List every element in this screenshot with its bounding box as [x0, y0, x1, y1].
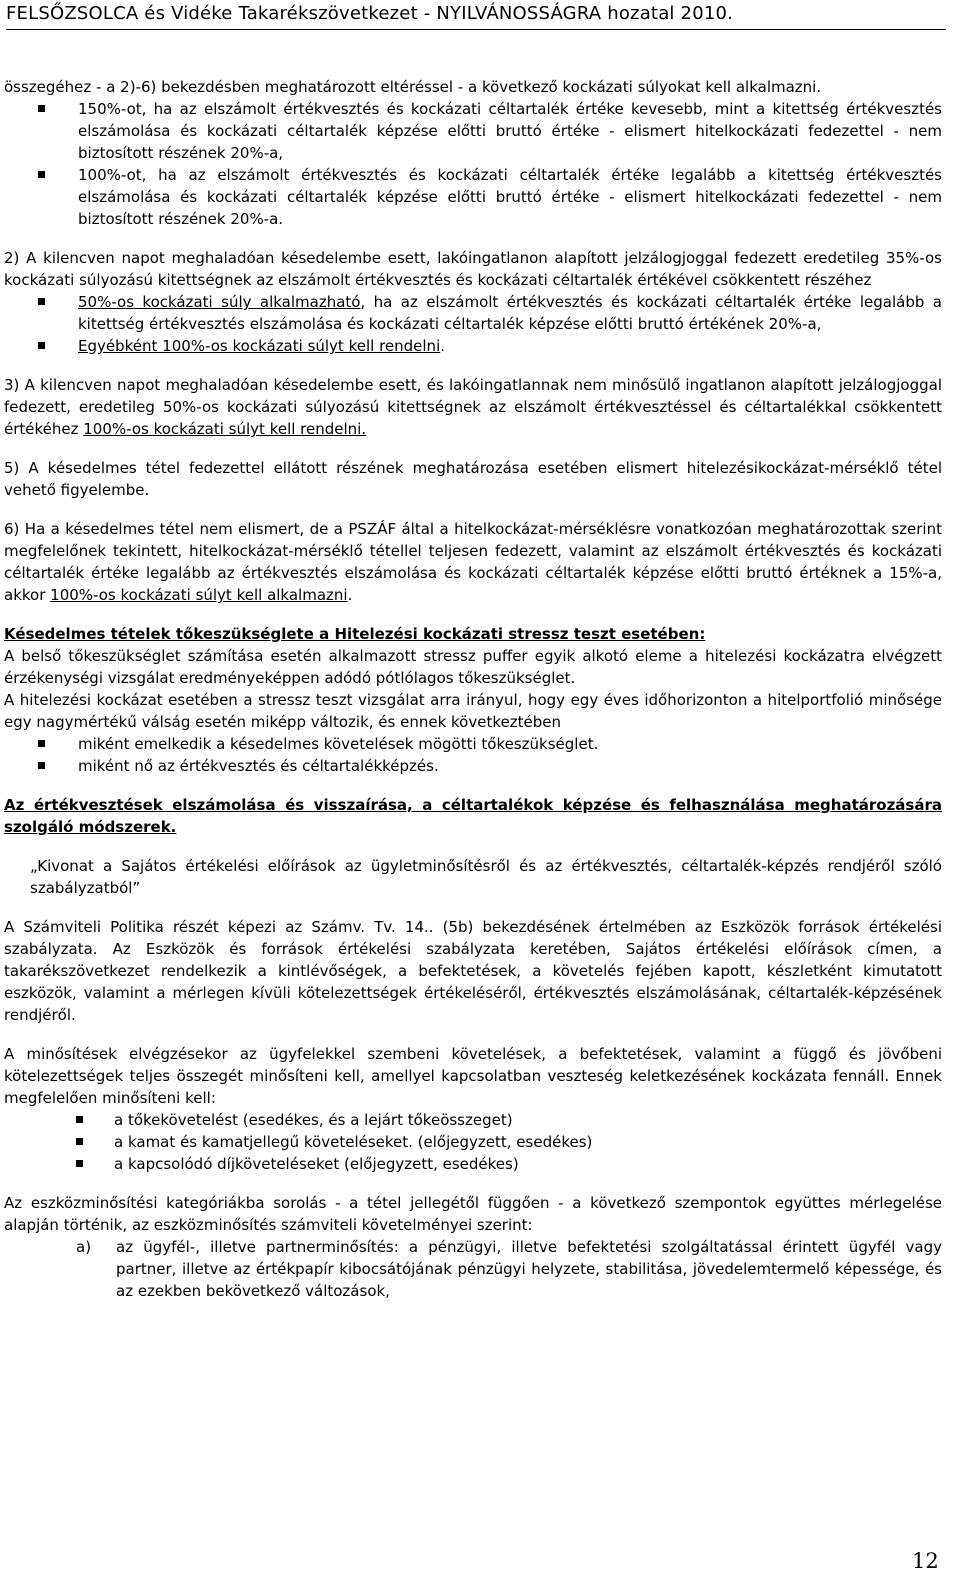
- section1-intro: összegéhez - a 2)-6) bekezdésben meghatározott eltéréssel - a következő kockázati súlyokat kell alkalmazni.: [4, 78, 822, 96]
- methods-alpha-list: [4, 1236, 942, 1302]
- section6-paragraph: [4, 518, 942, 606]
- methods-bullet-text: a kamat és kamatjellegű követeléseket. (előjegyzett, esedékes): [114, 1133, 593, 1151]
- section2-bullet2-rest: .: [440, 337, 446, 355]
- bullet-square-icon: [38, 298, 45, 305]
- bullet-square-icon: [76, 1116, 83, 1123]
- section1-bullet-text: 150%-ot, ha az elszámolt értékvesztés és kockázati céltartalék értéke kevesebb, mint a kitettség értékvesztés elszámolása és kockázati céltartalék képzése előtti bruttó értéke - elismert hitelkockázati fedezettel - nem biztosított részének 20%-a,: [78, 100, 942, 162]
- list-item: [4, 98, 942, 164]
- section2-bullet1-rest: , ha az elszámolt értékvesztés és kockázati céltartalék értéke legalább a kitettség értékvesztés elszámolása és kockázati céltartalék képzése előtti bruttó értékének 20%-a,: [78, 293, 942, 333]
- section6-end: .: [347, 586, 353, 604]
- list-item: [4, 755, 942, 777]
- methods-bullet-text: a kapcsolódó díjköveteléseket (előjegyzett, esedékes): [114, 1155, 519, 1173]
- bullet-square-icon: [38, 762, 45, 769]
- bullet-square-icon: [38, 171, 45, 178]
- methods-paragraph-2: A minősítések elvégzésekor az ügyfelekkel szembeni követelések, a befektetések, valamint a függő és jövőbeni kötelezettségek teljes összegét minősíteni kell, amellyel kapcsolatban veszteség keletkezésének kockázata fennáll. Ennek megfelelően minősíteni kell:: [4, 1045, 942, 1107]
- stress-bullet-text: miként emelkedik a késedelmes követelések mögötti tőkeszükséglet.: [78, 735, 599, 753]
- document-body: [4, 76, 942, 1302]
- list-item-label: a): [76, 1238, 92, 1256]
- section1-bullet-text: 100%-ot, ha az elszámolt értékvesztés és kockázati céltartalék értéke legalább a kitettség értékvesztés elszámolása és kockázati céltartalék képzése előtti bruttó értéke - elismert hitelkockázati fedezettel - nem biztosított részének 20%-a.: [78, 166, 942, 228]
- section5-text: 5) A késedelmes tétel fedezettel ellátott részének meghatározása esetében elismert hitelezésikockázat-mérséklő tétel vehető figyelembe.: [4, 459, 942, 499]
- bullet-square-icon: [38, 740, 45, 747]
- list-item: [4, 164, 942, 230]
- list-item: [4, 291, 942, 335]
- stress-paragraph-1: A belső tőkeszükséglet számítása esetén alkalmazott stressz puffer egyik alkotó eleme a hitelezési kockázatra elvégzett érzékenységi vizsgálat eredményeképpen adódó pótlólagos tőkeszükséglet.: [4, 647, 942, 687]
- bullet-square-icon: [38, 342, 45, 349]
- section6-text: 6) Ha a késedelmes tétel nem elismert, de a PSZÁF által a hitelkockázat-mérséklésre vonatkozóan meghatározottak szerint megfelelőnek tekintett, hitelkockázat-mérséklő tétellel teljesen fedezett, valamint az elszámolt értékvesztés és kockázati céltartalék értéke legalább az értékvesztés elszámolása és kockázati céltartalék képzése előtti bruttó értéknek a 15%-a, akkor: [4, 520, 942, 604]
- page-header: FELSŐZSOLCA és Vidéke Takarékszövetkezet - NYILVÁNOSSÁGRA hozatal 2010.: [6, 2, 946, 30]
- methods-bullet-text: a tőkekövetelést (esedékes, és a lejárt tőkeösszeget): [114, 1111, 513, 1129]
- section3-text: 3) A kilencven napot meghaladóan késedelembe esett, és lakóingatlannak nem minősülő ingatlanon alapított jelzálogjoggal fedezett, eredetileg 50%-os kockázati súlyozású kitettségnek az elszámolt értékvesztéssel és céltartalékkal csökkentett értékéhez: [4, 376, 942, 438]
- stress-heading: Késedelmes tételek tőkeszükséglete a Hitelezési kockázati stressz teszt esetében:: [4, 625, 706, 643]
- section2-bullet2-underlined: Egyébként 100%-os kockázati súlyt kell rendelni: [78, 337, 441, 355]
- bullet-square-icon: [38, 105, 45, 112]
- page-number: 12: [912, 1549, 939, 1573]
- list-item: [4, 1236, 942, 1302]
- list-item-text: az ügyfél-, illetve partnerminősítés: a pénzügyi, illetve befektetési szolgáltatással érintett ügyfél vagy partner, illetve az értékpapír kibocsátójának pénzügyi helyzete, stabilitása, jövedelemtermelő képessége, és az ezekben bekövetkező változások,: [116, 1238, 942, 1300]
- section2-text: 2) A kilencven napot meghaladóan késedelembe esett, lakóingatlanon alapított jelzálogjoggal fedezett eredetileg 35%-os kockázati súlyozású kitettségnek az elszámolt értékvesztés és kockázati céltartalék értékével csökkentett részéhez: [4, 249, 942, 289]
- methods-heading: Az értékvesztések elszámolása és visszaírása, a céltartalékok képzése és felhasználása meghatározására szolgáló módszerek.: [4, 796, 942, 836]
- bullet-square-icon: [76, 1138, 83, 1145]
- stress-paragraph-2: A hitelezési kockázat esetében a stressz teszt vizsgálat arra irányul, hogy egy éves időhorizonton a hitelportfolió minősége egy nagymértékű válság esetén miképp változik, és ennek következtében: [4, 691, 942, 731]
- section3-underlined: 100%-os kockázati súlyt kell rendelni.: [83, 420, 367, 438]
- methods-paragraph-3: Az eszközminősítési kategóriákba sorolás - a tétel jellegétől függően - a következő szempontok együttes mérlegelése alapján történik, az eszközminősítés számviteli követelményei szerint:: [4, 1194, 942, 1234]
- list-item: [4, 1131, 942, 1153]
- section2-bullet1-underlined: 50%-os kockázati súly alkalmazható: [78, 293, 361, 311]
- stress-bullet-list: [4, 733, 942, 777]
- list-item: [4, 1109, 942, 1131]
- methods-paragraph-1: A Számviteli Politika részét képezi az Számv. Tv. 14.. (5b) bekezdésének értelmében az Eszközök források értékelési szabályzata. Az Eszközök és források értékelési szabályzata keretében, Sajátos értékelési előírások címen, a takarékszövetkezet rendelkezik a kintlévőségek, a befektetések, a követelés fejében kapott, készletként kimutatott eszközök, valamint a mérlegen kívüli kötelezettségek értékeléséről, értékvesztés elszámolásának, céltartalék-képzésének rendjéről.: [4, 918, 942, 1024]
- list-item: [4, 733, 942, 755]
- list-item: [4, 1153, 942, 1175]
- methods-bullet-list: [4, 1109, 942, 1175]
- section6-underlined: 100%-os kockázati súlyt kell alkalmazni: [50, 586, 348, 604]
- list-item: [4, 335, 942, 357]
- bullet-square-icon: [76, 1160, 83, 1167]
- section1-bullet-list: [4, 98, 942, 230]
- stress-bullet-text: miként nő az értékvesztés és céltartalékképzés.: [78, 757, 439, 775]
- methods-quote: „Kivonat a Sajátos értékelési előírások az ügyletminősítésről és az értékvesztés, céltartalék-képzés rendjéről szóló szabályzatból”: [30, 857, 942, 897]
- section3-paragraph: [4, 374, 942, 440]
- section2-bullet-list: [4, 291, 942, 357]
